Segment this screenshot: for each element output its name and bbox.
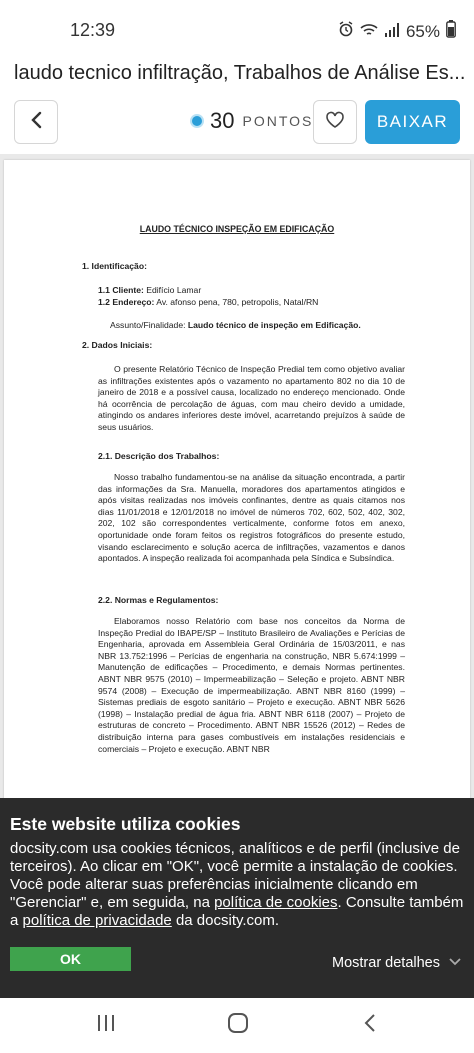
initial-data-paragraph: O presente Relatório Técnico de Inspeção Predial tem como objetivo avaliar as infiltrações existentes após o vazamento no apartamento 802 no dia 10 de janeiro de 2018 e a possível causa, localizado no endereço mencionado. Onde há ocorrência de percolação de águas, com mau cheiro devido a umidade, atingindo os andares inferiores deste imóvel, acarretando prejuízos à saúde de seus usuários.	[98, 364, 405, 432]
points-indicator	[190, 108, 313, 134]
cookie-title: Este website utiliza cookies	[10, 814, 241, 834]
section-norms-heading: 2.2. Normas e Regulamentos:	[98, 595, 219, 605]
section-identification-heading: 1. Identificação:	[82, 261, 147, 271]
status-time: 12:39	[70, 20, 116, 40]
client-value: Edifício Lamar	[143, 285, 202, 295]
battery-percent: 65%	[405, 21, 440, 41]
subject-label: Assunto/Finalidade:	[110, 320, 186, 330]
address-line	[98, 297, 318, 309]
subject-line	[110, 320, 361, 332]
system-back-button[interactable]	[350, 1010, 390, 1040]
recent-apps-button[interactable]	[86, 1010, 126, 1040]
cookie-ok-button[interactable]: OK	[10, 947, 131, 971]
page-title: laudo tecnico infiltração, Trabalhos de Análise Es...	[14, 62, 466, 84]
home-icon	[227, 1012, 249, 1039]
document-heading: LAUDO TÉCNICO INSPEÇÃO EM EDIFICAÇÃO	[139, 224, 335, 234]
status-bar	[0, 0, 474, 58]
recent-apps-icon	[96, 1014, 116, 1037]
coin-icon	[190, 114, 204, 128]
chevron-left-icon	[30, 111, 42, 134]
alarm-icon	[338, 21, 354, 42]
back-arrow-icon	[363, 1013, 377, 1038]
signal-icon	[384, 22, 400, 42]
work-description-paragraph: Nosso trabalho fundamentou-se na análise da situação encontrada, a partir das informações da Sra. Manuella, moradores dos apartamentos atingidos e após visitas realizadas nos imóveis confinantes, dentre as quais citamos nos dias 11/01/2018 e 12/01/2018 no imóvel de números 702, 602, 502, 402, 302, 202, 102 são correspondentes verticalmente, conforme fotos em anexo, oportunidade onde foram feitos os registros fotográficos do presente estudo, visando esclarecimento e solução acerca de infiltrações, vazamentos e danos apontados. A inspeção realizada foi acompanhada pela Síndica e Subsíndica.	[98, 472, 405, 564]
client-label: 1.1 Cliente:	[98, 285, 144, 295]
heart-icon	[325, 111, 345, 134]
norms-paragraph: Elaboramos nosso Relatório com base nos conceitos da Norma de Inspeção Predial do IBAPE/SP – Instituto Brasileiro de Avaliações e Perícias de Engenharia, aprovada em Assembleia Geral Ordinária de 15/03/2011, e nas NBR 13.752:1996 – Perícias de engenharia na construção, NBR 5.674:1999 – Manutenção de edificações – Procedimento, e demais Normas pertinentes. ABNT NBR 9575 (2010) – Impermeabilização – Seleção e projeto. ABNT NBR 9574 (2008) – Execução de impermeabilização. ABNT NBR 8160 (1999) – Sistemas prediais de esgoto sanitário – Projeto e execução. ABNT NBR 5626 (1998) – Instalação predial de água fria. ABNT NBR 6118 (2007) – Projeto de estruturas de concreto – Procedimento. ABNT NBR 15526 (2012) – Redes de distribuição interna para gases combustíveis em instalações residenciais e comerciais – Projeto e execução. ABNT NBR	[98, 616, 405, 754]
section-initial-data-heading: 2. Dados Iniciais:	[82, 340, 153, 350]
show-details-label: Mostrar detalhes	[332, 955, 440, 971]
back-button[interactable]	[14, 100, 58, 144]
points-value: 30	[210, 108, 235, 133]
show-details-button[interactable]	[332, 955, 462, 971]
chevron-down-icon	[448, 955, 462, 971]
status-icons	[338, 20, 456, 43]
subject-value: Laudo técnico de inspeção em Edificação.	[185, 320, 361, 330]
favorite-button[interactable]	[313, 100, 357, 144]
cookie-text-part-3: da docsity.com.	[171, 912, 280, 929]
cookie-banner	[0, 798, 474, 998]
wifi-icon	[360, 22, 378, 42]
address-value: Av. afonso pena, 780, petropolis, Natal/RN	[154, 297, 319, 307]
privacy-policy-link[interactable]: política de privacidade	[22, 912, 172, 929]
action-bar	[0, 96, 474, 152]
download-button[interactable]: BAIXAR	[365, 100, 460, 144]
cookie-text	[10, 840, 470, 930]
section-work-description-heading: 2.1. Descrição dos Trabalhos:	[98, 451, 220, 461]
battery-icon	[446, 20, 456, 43]
cookie-text-part-1: docsity.com usa cookies técnicos, analíticos e de perfil (inclusive de terceiros). Ao clicar em "OK", você permite a instalação de cookies. Você pode alterar suas preferências inicialmente clicando em "Gerenciar" e, em seguida, na	[10, 840, 460, 911]
cookie-policy-link[interactable]: política de cookies	[214, 894, 338, 911]
points-label: PONTOS	[242, 113, 314, 129]
system-nav-bar	[0, 998, 474, 1053]
document-title-bar	[0, 58, 474, 94]
home-button[interactable]	[218, 1010, 258, 1040]
client-line	[98, 285, 201, 297]
cookie-text-part-2: . Consulte também a	[10, 894, 464, 929]
address-label: 1.2 Endereço:	[98, 297, 155, 307]
